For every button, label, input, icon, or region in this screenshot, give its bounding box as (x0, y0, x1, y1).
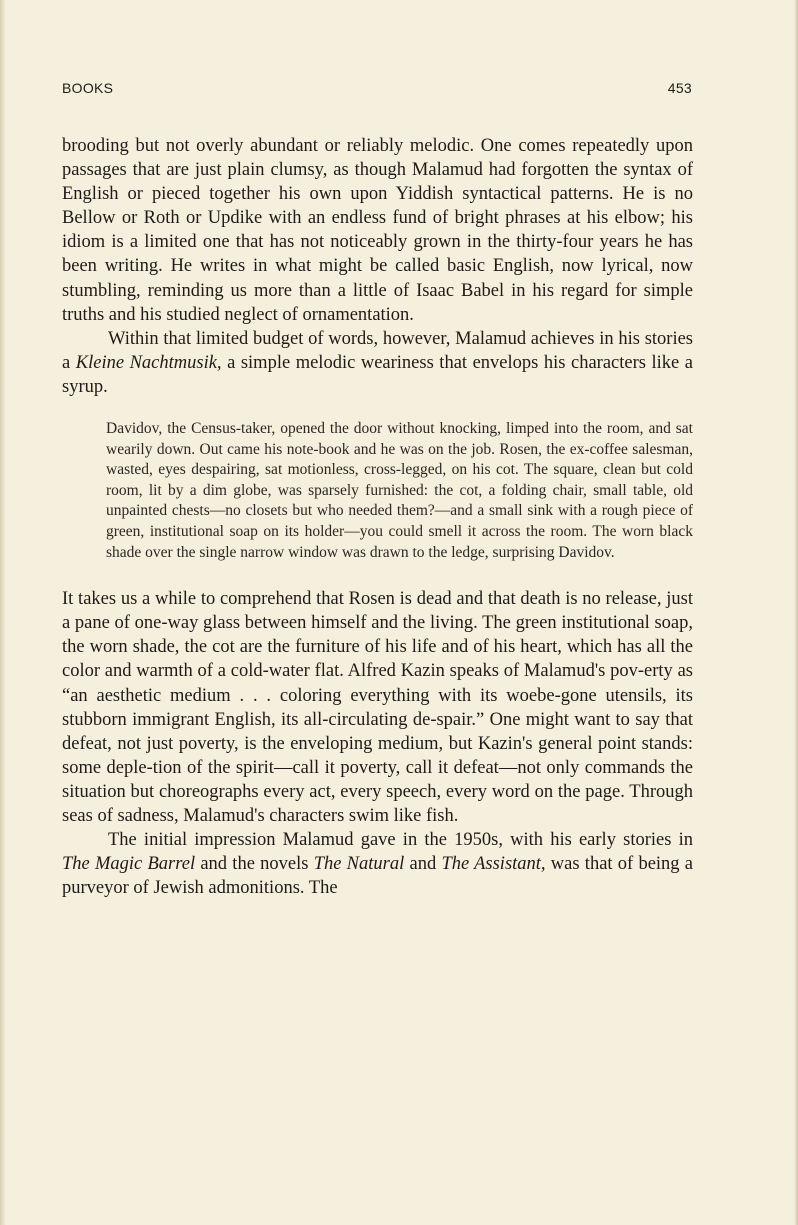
paragraph-2 (62, 327, 693, 399)
paragraph-4-text-c: and (404, 854, 442, 875)
paragraph-4 (62, 828, 693, 900)
paragraph-2-text-a: Within that limited budget of words, however, Malamud achieves in his stories a (62, 328, 693, 373)
paragraph-4-text-a: The initial impression Malamud gave in the 1950s, with his early stories in (108, 830, 693, 851)
page-left-edge (0, 0, 6, 1225)
block-quote: Davidov, the Census-taker, opened the door without knocking, limped into the room, and sat wearily down. Out came his note-book and he was on the job. Rosen, the ex-coffee salesman, wasted, eyes despairing, sat motionless, cross-legged, on his cot. The square, clean but cold room, lit by a dim globe, was sparsely furnished: the cot, a folding chair, small table, old unpainted chests—no closets but who needed them?—and a small sink with a rough piece of green, institutional soap on its holder—you could smell it across the room. The worn black shade over the single narrow window was drawn to the ledge, surprising Davidov. (106, 420, 693, 561)
running-head (62, 80, 692, 100)
work-title-the-assistant: The Assistant, (441, 854, 546, 875)
work-title-magic-barrel: The Magic Barrel (62, 854, 196, 875)
paragraph-1: brooding but not overly abundant or reliably melodic. One comes repeatedly upon passages that are just plain clumsy, as though Malamud had forgotten the syntax of English or pieced together his own upon Yiddish syntactical patterns. He is no Bellow or Roth or Updike with an endless fund of bright phrases at his elbow; his idiom is a limited one that has not noticeably grown in the thirty-four years he has been writing. He writes in what might be called basic English, now lyrical, now stumbling, reminding us more than a little of Isaac Babel in his regard for simple truths and his studied neglect of ornamentation. (62, 136, 693, 325)
paragraph-3: It takes us a while to comprehend that Rosen is dead and that death is no release, just a pane of one-way glass between himself and the living. The green institutional soap, the worn shade, the cot are the furniture of his life and of his heart, which has all the color and warmth of a cold-water flat. Alfred Kazin speaks of Malamud's pov-erty as “an aesthetic medium . . . coloring everything with its woebe-gone utensils, its stubborn immigrant English, its all-circulating de-spair.” One might want to say that defeat, not just poverty, is the enveloping medium, but Kazin's general point stands: some deple-tion of the spirit—call it poverty, call it defeat—not only commands the situation but choreographs every act, every speech, every word on the page. Through seas of sadness, Malamud's characters swim like fish. (62, 589, 693, 827)
text-block (62, 134, 693, 900)
work-title-kleine-nachtmusik: Kleine Nachtmusik, (75, 352, 222, 373)
paragraph-4-text-d: was that of being a purveyor of Jewish admonitions. The (62, 854, 693, 899)
page-right-edge (794, 0, 798, 1225)
page-number: 453 (667, 80, 692, 96)
paragraph-4-text-b: and the novels (195, 854, 314, 875)
paragraph-2-text-b: a simple melodic weariness that envelops his characters like a syrup. (62, 352, 693, 397)
section-title: BOOKS (62, 80, 114, 96)
work-title-the-natural: The Natural (313, 854, 405, 875)
